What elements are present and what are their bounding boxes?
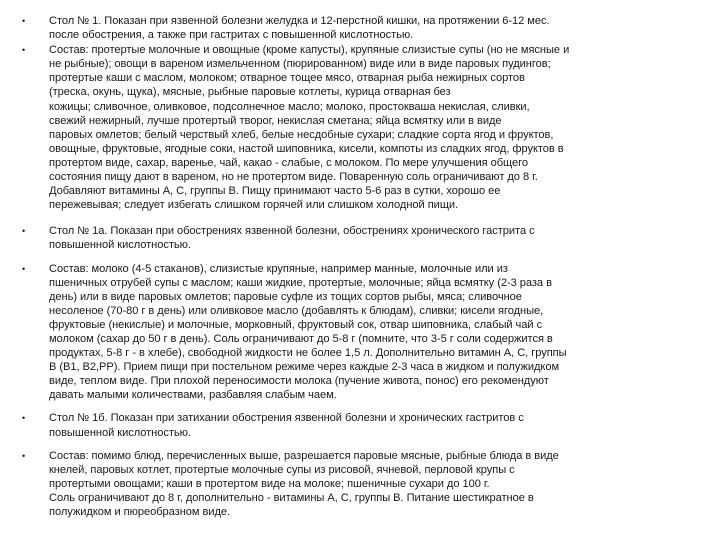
text-line: несоленое (70-80 г в день) или оливковое масло (добавлять к блюдам), сливки; кисели ягодные,	[49, 304, 544, 317]
text-line: протертом виде, сахар, варенье, чай, какао - слабые, с молоком. По мере улучшения общего	[49, 156, 528, 169]
text-line: протертые каши с маслом, молоком; отварное тощее мясо, отварная рыба нежирных сортов	[49, 72, 525, 85]
text-line: Состав: помимо блюд, перечисленных выше, разрешается паровые мясные, рыбные блюда в виде	[49, 449, 559, 462]
text-line: Стол № 1. Показан при язвенной болезни желудка и 12-перстной кишки, на протяжении 6-12 мес.	[49, 15, 550, 27]
list-item-diet-1-composition	[22, 43, 694, 212]
diet-list	[22, 14, 694, 519]
text-line: Стол № 1б. Показан при затихании обострения язвенной болезни и хронических гастритов с	[49, 412, 524, 425]
text-line: кожицы; сливочное, оливковое, подсолнечное масло; молоко, простокваша некислая, сливки,	[49, 100, 530, 113]
text-line: продуктах, 5-8 г - в хлебе), свободной жидкости не более 1,5 л. Дополнительно витамин А, С, группы	[49, 347, 567, 360]
list-item-diet-1	[22, 14, 694, 42]
text-line: протертыми овощами; каши в протертом виде на молоке; пшеничные сухари до 100 г.	[49, 477, 490, 490]
text-line: повышенной кислотностью.	[49, 426, 191, 439]
bullet-icon: •	[22, 226, 26, 237]
list-item-diet-1b	[22, 411, 694, 439]
list-item-diet-1b-composition	[22, 449, 694, 519]
text-line: фруктовые (некислые) и молочные, морковный, фруктовый сок, отвар шиповника, слабый чай с	[49, 318, 543, 331]
text-line: Соль ограничивают до 8 г, дополнительно - витамины А, С, группы В. Питание шестикратное в	[49, 491, 534, 504]
text-line: (треска, окунь, щука), мясные, рыбные паровые котлеты, курица отварная без	[49, 86, 451, 99]
text-line: В (В1, В2,РР). Прием пищи при постельном режиме через каждые 2-3 часа в жидком и полужидком	[49, 361, 560, 374]
text-line: свежий нежирный, лучше протертый творог, некислая сметана; яйца всмятку или в виде	[49, 114, 502, 127]
text-line: день) или в виде паровых омлетов; паровые суфле из тощих сортов рыбы, мяса; сливочное	[49, 290, 522, 303]
text-line: Стол № 1а. Показан при обострениях язвенной болезни, обострениях хронического гастрита с	[49, 225, 535, 238]
bullet-icon: •	[22, 413, 26, 424]
text-line: не рыбные); овощи в вареном измельченном (пюрированном) виде или в виде паровых пудингов;	[49, 58, 551, 71]
text-line: после обострения, а также при гастритах с повышенной кислотностью.	[49, 29, 414, 42]
bullet-icon: •	[22, 450, 26, 461]
text-line: состояния пищу дают в вареном, но не протертом виде. Поваренную соль ограничивают до 8 г.	[49, 171, 538, 184]
text-line: полужидком и пюреобразном виде.	[49, 506, 231, 518]
text-line: Состав: протертые молочные и овощные (кроме капусты), крупяные слизистые супы (но не мясные и	[49, 44, 570, 57]
text-line: пережевывая; следует избегать слишком горячей или слишком холодной пищи.	[49, 199, 459, 212]
text-line: давать малыми количествами, разбавляя слабым чаем.	[49, 389, 337, 402]
text-line: Добавляют витамины А, С, группы В. Пищу принимают часто 5-6 раз в сутки, хорошо ее	[49, 185, 501, 198]
text-line: овощные, фруктовые, ягодные соки, настой шиповника, кисели, компоты из сладких ягод, фруктов в	[49, 142, 564, 155]
list-item-diet-1a-composition	[22, 262, 694, 403]
bullet-icon: •	[22, 263, 26, 274]
text-line: Состав: молоко (4-5 стаканов), слизистые крупяные, например манные, молочные или из	[49, 262, 508, 275]
text-line: паровых омлетов; белый черствый хлеб, белые несдобные сухари; сладкие сорта ягод и фруктов,	[49, 128, 554, 141]
text-line: виде, теплом виде. При плохой переносимости молока (пучение живота, понос) его рекомендуют	[49, 375, 549, 388]
text-line: пшеничных отрубей супы с маслом; каши жидкие, протертые, молочные; яйца всмятку (2-3 раза в	[49, 276, 552, 289]
bullet-icon: •	[22, 45, 26, 56]
list-item-diet-1a	[22, 224, 694, 252]
text-line: молоком (сахар до 50 г в день). Соль ограничивают до 5-8 г (помните, что 3-5 г соли содержится в	[49, 332, 553, 345]
bullet-icon: •	[22, 16, 26, 26]
text-line: повышенной кислотностью.	[49, 239, 191, 252]
text-line: кнелей, паровых котлет, протертые молочные супы из рисовой, ячневой, перловой крупы с	[49, 463, 515, 476]
